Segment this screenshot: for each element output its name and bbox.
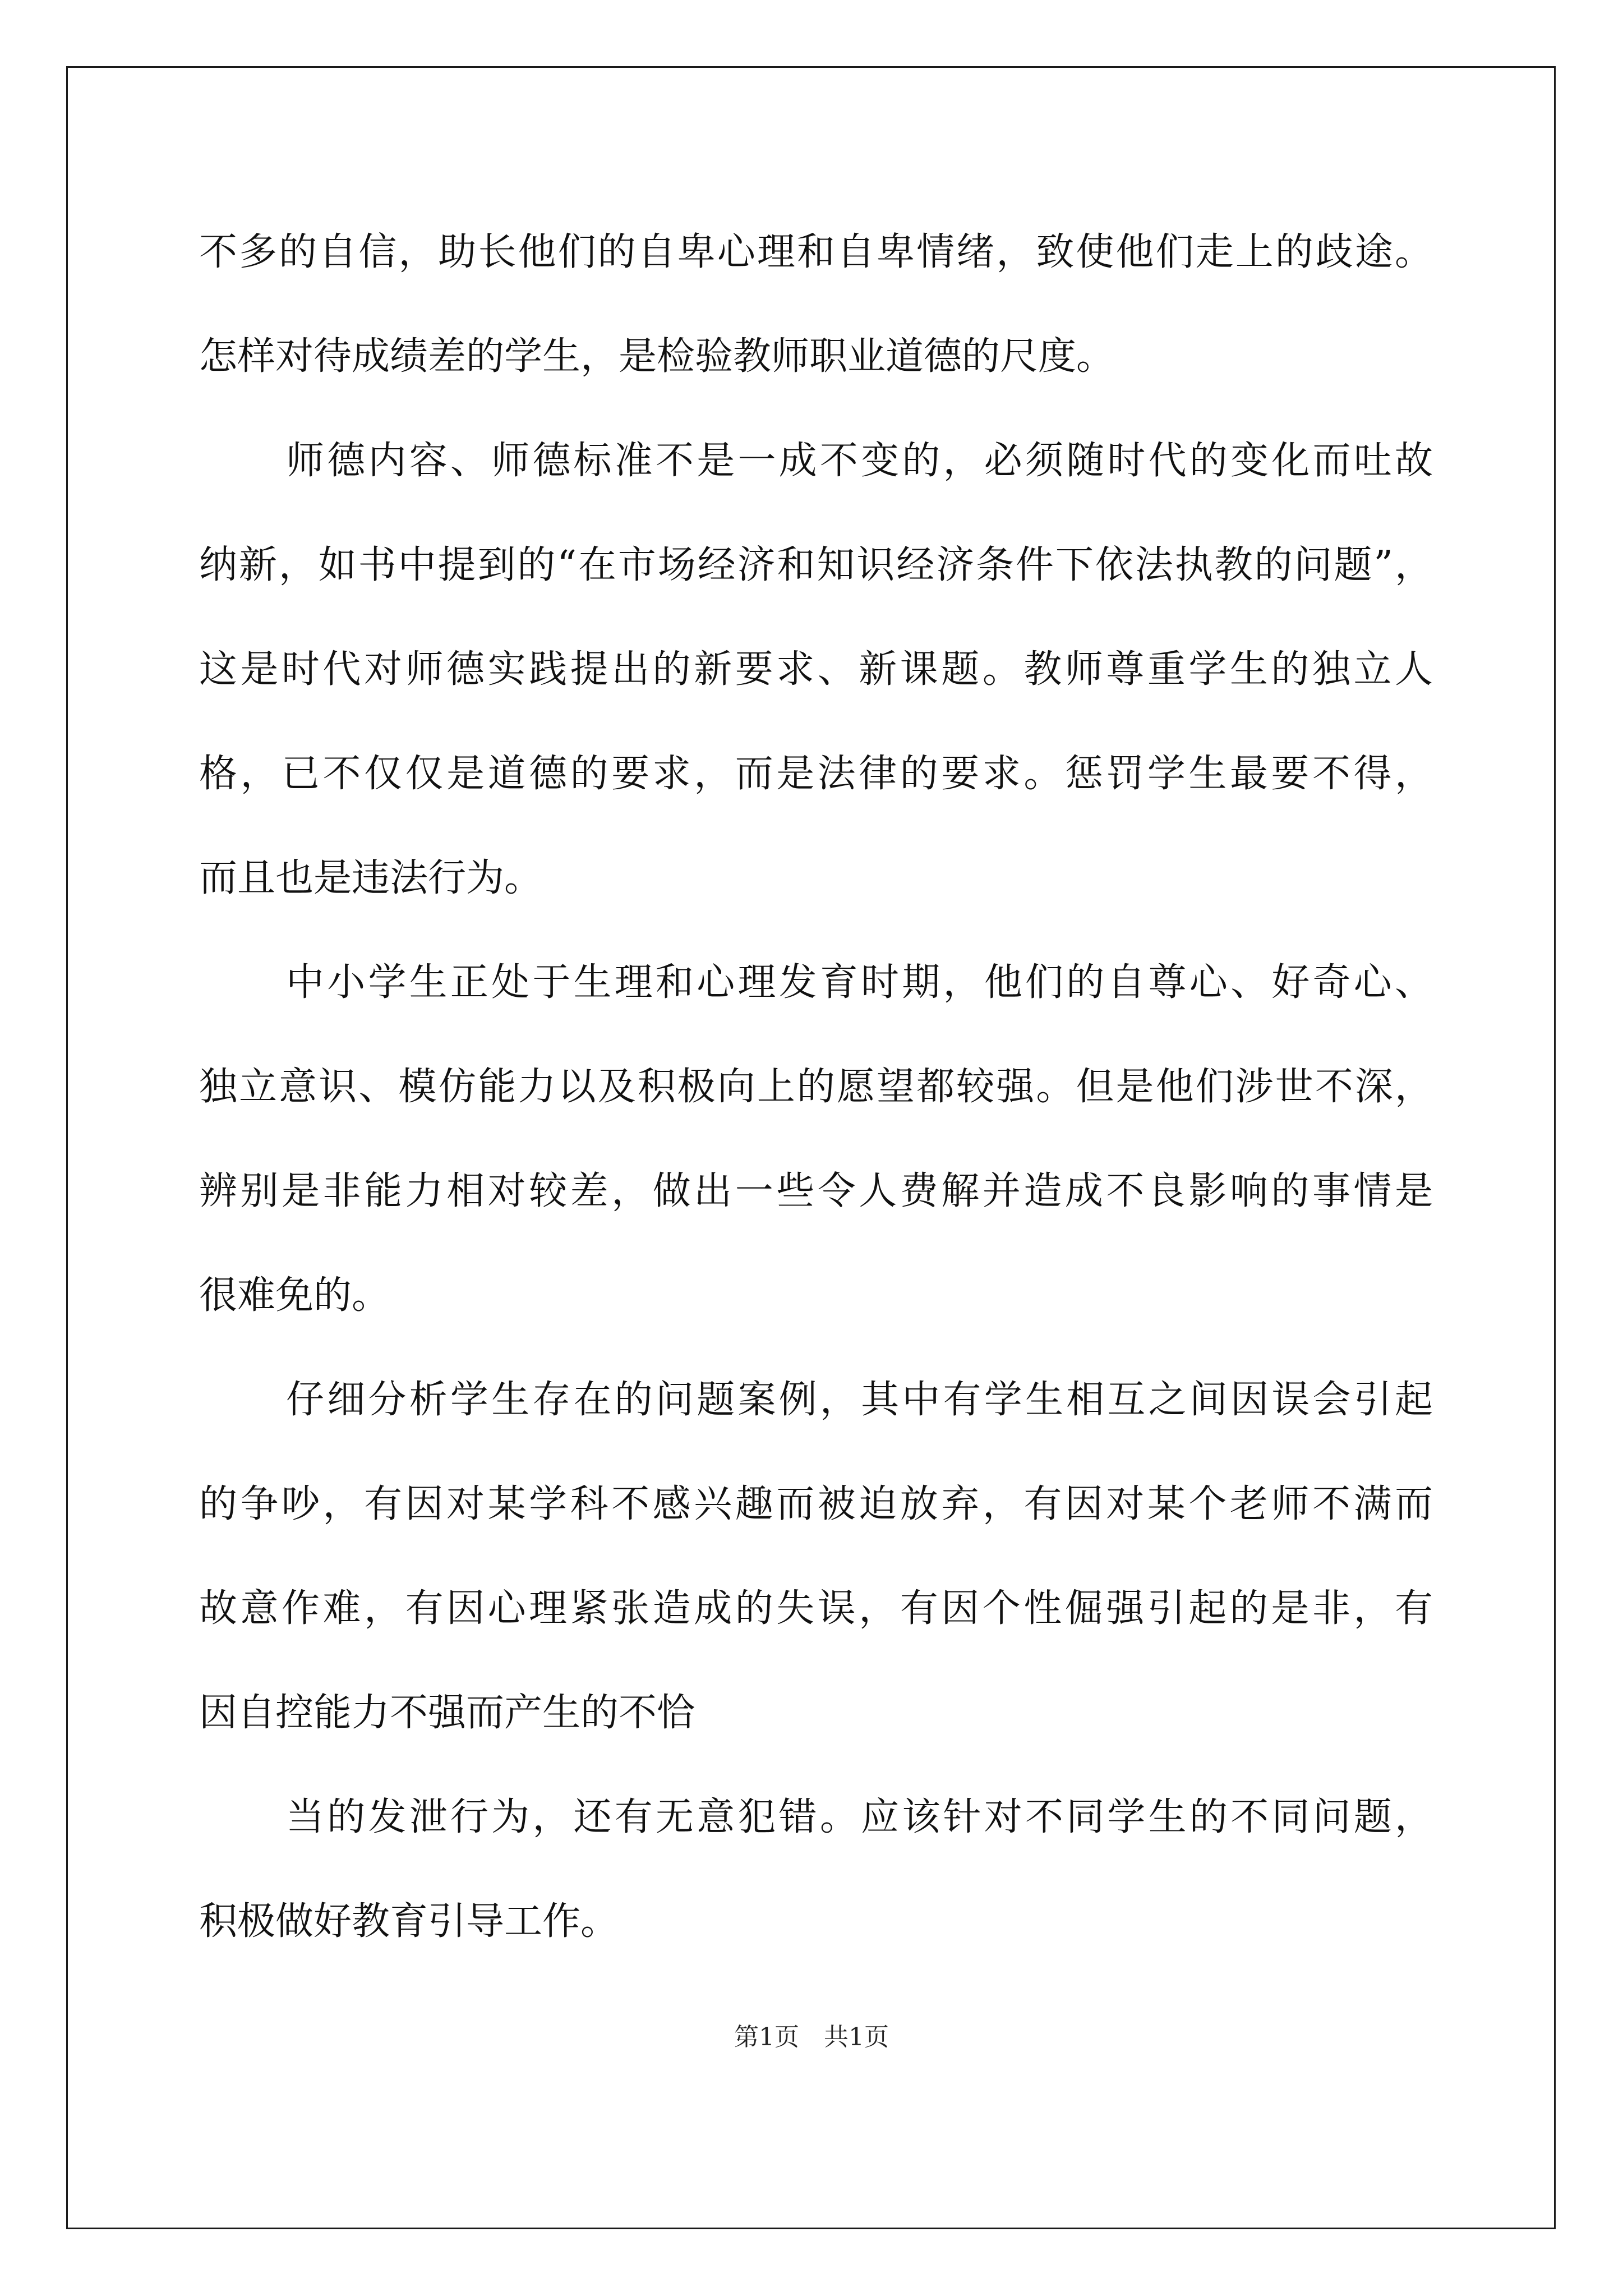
document-body: [199, 208, 1433, 1981]
text-line: 积极做好教育引导工作。: [199, 1899, 619, 1944]
text-line: 纳新，如书中提到的“在市场经济和知识经济条件下依法执教的问题”，: [199, 543, 1433, 587]
text-line: 独立意识、模仿能力以及积极向上的愿望都较强。但是他们涉世不深，: [199, 1065, 1433, 1109]
text-line: 这是时代对师德实践提出的新要求、新课题。教师尊重学生的独立人: [199, 647, 1433, 692]
text-line: 很难免的。: [199, 1273, 390, 1318]
text-line: 格，已不仅仅是道德的要求，而是法律的要求。惩罚学生最要不得，: [199, 752, 1433, 796]
text-line: 而且也是违法行为。: [199, 856, 543, 900]
paragraph-first-line: 当的发泄行为，还有无意犯错。应该针对不同学生的不同问题，: [286, 1795, 1433, 1839]
paragraph-first-line: 仔细分析学生存在的问题案例，其中有学生相互之间因误会引起: [286, 1378, 1433, 1422]
paragraph-first-line: 师德内容、师德标准不是一成不变的，必须随时代的变化而吐故: [286, 439, 1433, 483]
paragraph-first-line: 中小学生正处于生理和心理发育时期，他们的自尊心、好奇心、: [286, 960, 1433, 1005]
text-line: 的争吵，有因对某学科不感兴趣而被迫放弃，有因对某个老师不满而: [199, 1482, 1433, 1526]
text-line: 辨别是非能力相对较差，做出一些令人费解并造成不良影响的事情是: [199, 1169, 1433, 1213]
text-line: 因自控能力不强而产生的不恰: [199, 1691, 695, 1735]
text-line: 故意作难，有因心理紧张造成的失误，有因个性倔强引起的是非，有: [199, 1586, 1433, 1631]
text-line: 怎样对待成绩差的学生，是检验教师职业道德的尺度。: [199, 334, 1115, 379]
text-line: 不多的自信，助长他们的自卑心理和自卑情绪，致使他们走上的歧途。: [199, 230, 1433, 274]
page-number-footer: 第1页 共1页: [734, 2023, 889, 2051]
